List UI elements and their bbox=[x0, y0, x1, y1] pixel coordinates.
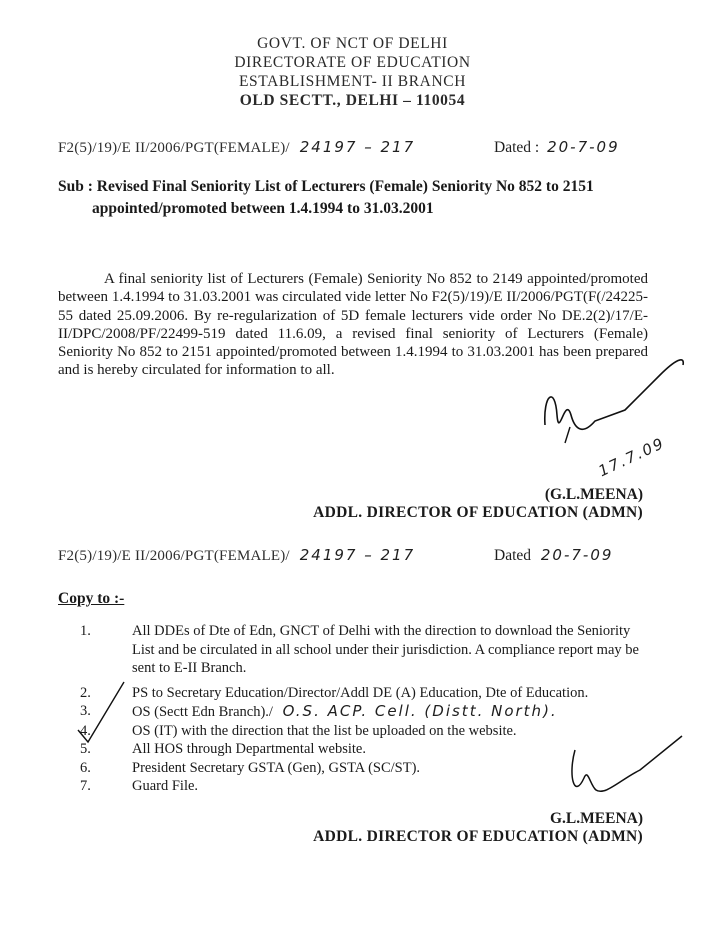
list-item-text: All HOS through Departmental website. bbox=[132, 741, 366, 757]
list-item bbox=[80, 684, 650, 703]
handwritten-signature-date: 17.7.09 bbox=[595, 433, 668, 481]
handwritten-dispatch-number: 24197 – 217 bbox=[299, 546, 416, 564]
dated-label: Dated : bbox=[494, 139, 540, 156]
letterhead-line-branch: ESTABLISHMENT- II BRANCH bbox=[238, 73, 466, 90]
signatory-title: ADDL. DIRECTOR OF EDUCATION (ADMN) bbox=[313, 828, 643, 845]
signature-block-1 bbox=[313, 486, 643, 522]
dated-label: Dated bbox=[494, 547, 532, 564]
dated-field-1 bbox=[494, 138, 620, 157]
list-item-number: 5. bbox=[80, 741, 91, 757]
list-item-text: Guard File. bbox=[132, 778, 199, 794]
subject-block bbox=[58, 176, 658, 220]
list-item-number: 1. bbox=[80, 623, 91, 639]
copy-to-label: Copy to :- bbox=[58, 590, 125, 607]
handwritten-addition: O.S. ACP. Cell. (Distt. North). bbox=[282, 702, 558, 720]
list-item-text: PS to Secretary Education/Director/Addl DE (A) Education, Dte of Education. bbox=[132, 684, 589, 701]
handwritten-dispatch-number: 24197 – 217 bbox=[299, 138, 416, 156]
list-item-number: 4. bbox=[80, 722, 91, 739]
reference-number-text: F2(5)/19)/E II/2006/PGT(FEMALE)/ bbox=[58, 548, 290, 564]
signatory-name: (G.L.MEENA) bbox=[544, 486, 643, 503]
signatory-name: G.L.MEENA) bbox=[550, 810, 643, 827]
list-item-text: OS (Sectt Edn Branch)./ bbox=[132, 704, 273, 720]
pen-tick-mark bbox=[66, 680, 136, 750]
dated-field-2 bbox=[494, 546, 613, 565]
letterhead-line-address: OLD SECTT., DELHI – 110054 bbox=[239, 92, 466, 109]
reference-number-2 bbox=[58, 546, 415, 565]
body-paragraph: A final seniority list of Lecturers (Female) Seniority No 852 to 2149 appointed/promoted between 1.4.1994 to 31.03.2001 was circulated vide letter No F2(5)/19)/E II/2006/PGT(F(/24225-55 dated 25.09.2006. By re-regularization of 5D female lecturers vide order No DE.2(2)/17/E-II/DPC/2008/PF/22499-519 dated 11.6.09, a revised final seniority of Lecturers (Female) Seniority No 852 to 2151 appointed/promoted between 1.4.1994 to 31.03.2001 has been prepared and is hereby circulated for information to all. bbox=[58, 271, 648, 379]
list-item-text: OS (IT) with the direction that the list be uploaded on the website. bbox=[132, 722, 517, 739]
list-item bbox=[80, 702, 650, 722]
handwritten-date: 20-7-09 bbox=[547, 138, 620, 156]
signatory-title: ADDL. DIRECTOR OF EDUCATION (ADMN) bbox=[313, 504, 643, 521]
subject-line-2: appointed/promoted between 1.4.1994 to 31.03.2001 bbox=[92, 200, 434, 217]
reference-number-1 bbox=[58, 138, 415, 157]
letterhead-line-directorate: DIRECTORATE OF EDUCATION bbox=[234, 54, 471, 71]
handwritten-date: 20-7-09 bbox=[540, 546, 614, 564]
list-item bbox=[80, 622, 650, 678]
reference-number-text: F2(5)/19)/E II/2006/PGT(FEMALE)/ bbox=[58, 140, 290, 156]
subject-line-1: Sub : Revised Final Seniority List of Lecturers (Female) Seniority No 852 to 2151 bbox=[58, 178, 594, 195]
list-item-number: 7. bbox=[80, 778, 91, 794]
list-item-number: 3. bbox=[80, 703, 91, 719]
list-item-number: 6. bbox=[80, 759, 91, 776]
letterhead-line-govt: GOVT. OF NCT OF DELHI bbox=[257, 35, 448, 52]
letterhead bbox=[0, 34, 705, 110]
list-item-number: 2. bbox=[80, 684, 91, 701]
list-item-text: President Secretary GSTA (Gen), GSTA (SC/ST). bbox=[132, 759, 421, 776]
signature-block-2 bbox=[313, 810, 643, 846]
list-item-text: All DDEs of Dte of Edn, GNCT of Delhi with the direction to download the Seniority List and be circulated in all school under their jurisdiction. A compliance report may be sent to E-II Branch. bbox=[132, 623, 639, 676]
signature-scribble-2 bbox=[560, 730, 690, 810]
